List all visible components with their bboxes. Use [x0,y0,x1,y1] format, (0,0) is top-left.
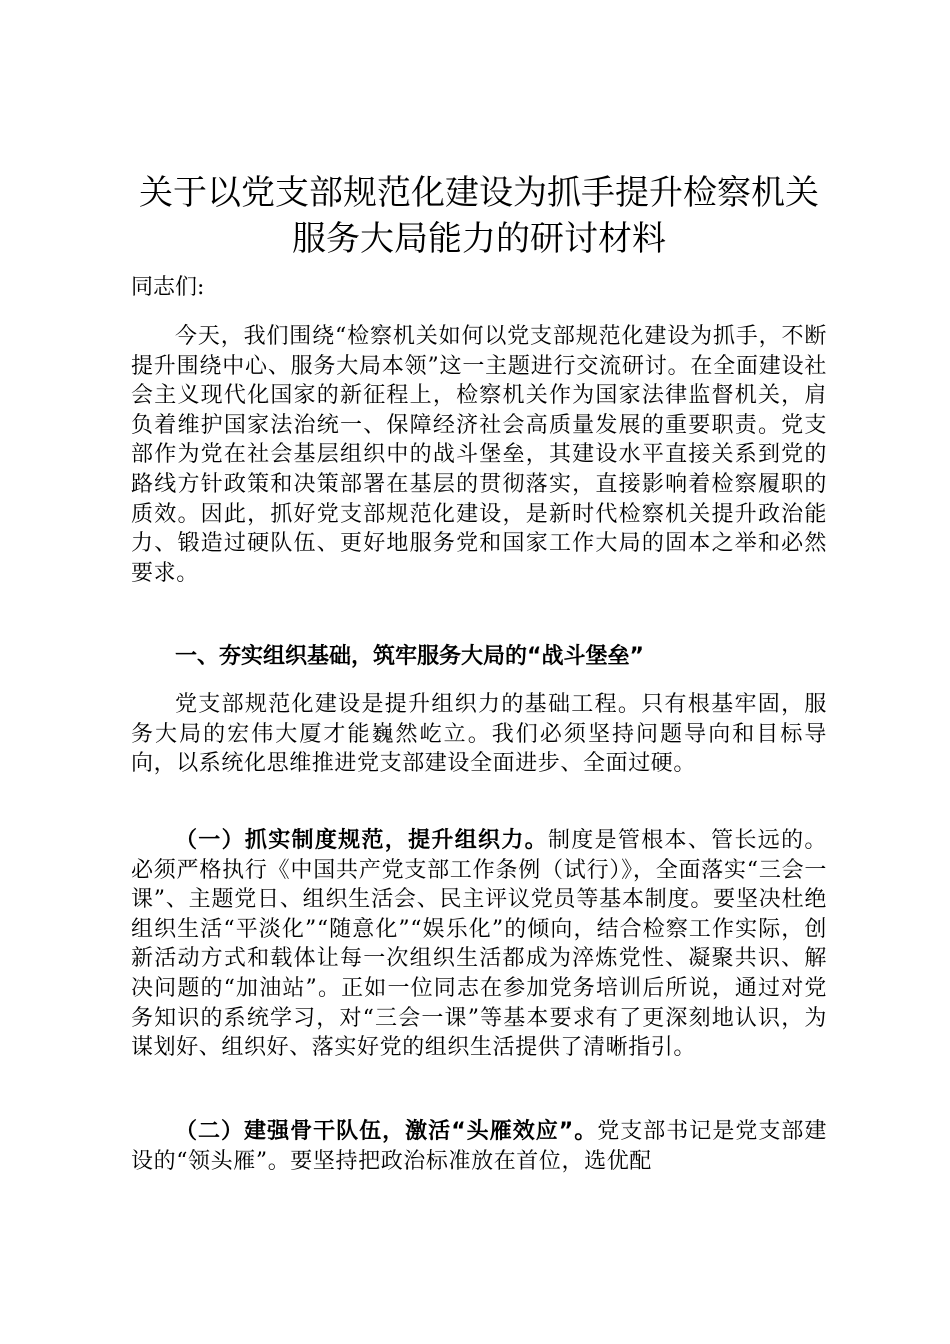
item-1-lead: （一）抓实制度规范，提升组织力。 [175,828,548,853]
item-1-paragraph [131,826,827,1063]
intro-paragraph: 今天，我们围绕“检察机关如何以党支部规范化建设为抓手，不断提升围绕中心、服务大局本领”这一主题进行交流研讨。在全面建设社会主义现代化国家的新征程上，检察机关作为国家法律监督机关，肩负着维护国家法治统一、保障经济社会高质量发展的重要职责。党支部作为党在社会基层组织中的战斗堡垒，其建设水平直接关系到党的路线方针政策和决策部署在基层的贯彻落实，直接影响着检察履职的质效。因此，抓好党支部规范化建设，是新时代检察机关提升政治能力、锻造过硬队伍、更好地服务党和国家工作大局的固本之举和必然要求。 [131,324,827,586]
item-2-lead: （二）建强骨干队伍，激活“头雁效应”。 [175,1119,598,1144]
item-2-body: 党支部书记是党支部建设的“领头雁”。要坚持把政治标准放在首位，选优配 [131,1119,827,1174]
document-title [131,170,827,262]
title-line-2: 服务大局能力的研讨材料 [292,219,666,259]
section-1-heading: 一、夯实组织基础，筑牢服务大局的“战斗堡垒” [175,644,644,669]
title-line-1: 关于以党支部规范化建设为抓手提升检察机关 [139,173,819,213]
salutation: 同志们: [131,275,205,300]
section-1-intro-paragraph: 党支部规范化建设是提升组织力的基础工程。只有根基牢固，服务大局的宏伟大厦才能巍然屹立。我们必须坚持问题导向和目标导向，以系统化思维推进党支部建设全面进步、全面过硬。 [131,692,827,777]
item-1-body: 制度是管根本、管长远的。必须严格执行《中国共产党支部工作条例（试行）》，全面落实“三会一课”、主题党日、组织生活会、民主评议党员等基本制度。要坚决杜绝组织生活“平淡化”“随意化”“娱乐化”的倾向，结合检察工作实际，创新活动方式和载体让每一次组织生活都成为淬炼党性、凝聚共识、解决问题的“加油站”。正如一位同志在参加党务培训后所说，通过对党务知识的系统学习，对“三会一课”等基本要求有了更深刻地认识，为谋划好、组织好、落实好党的组织生活提供了清晰指引。 [131,828,828,1061]
item-2-paragraph [131,1117,827,1176]
